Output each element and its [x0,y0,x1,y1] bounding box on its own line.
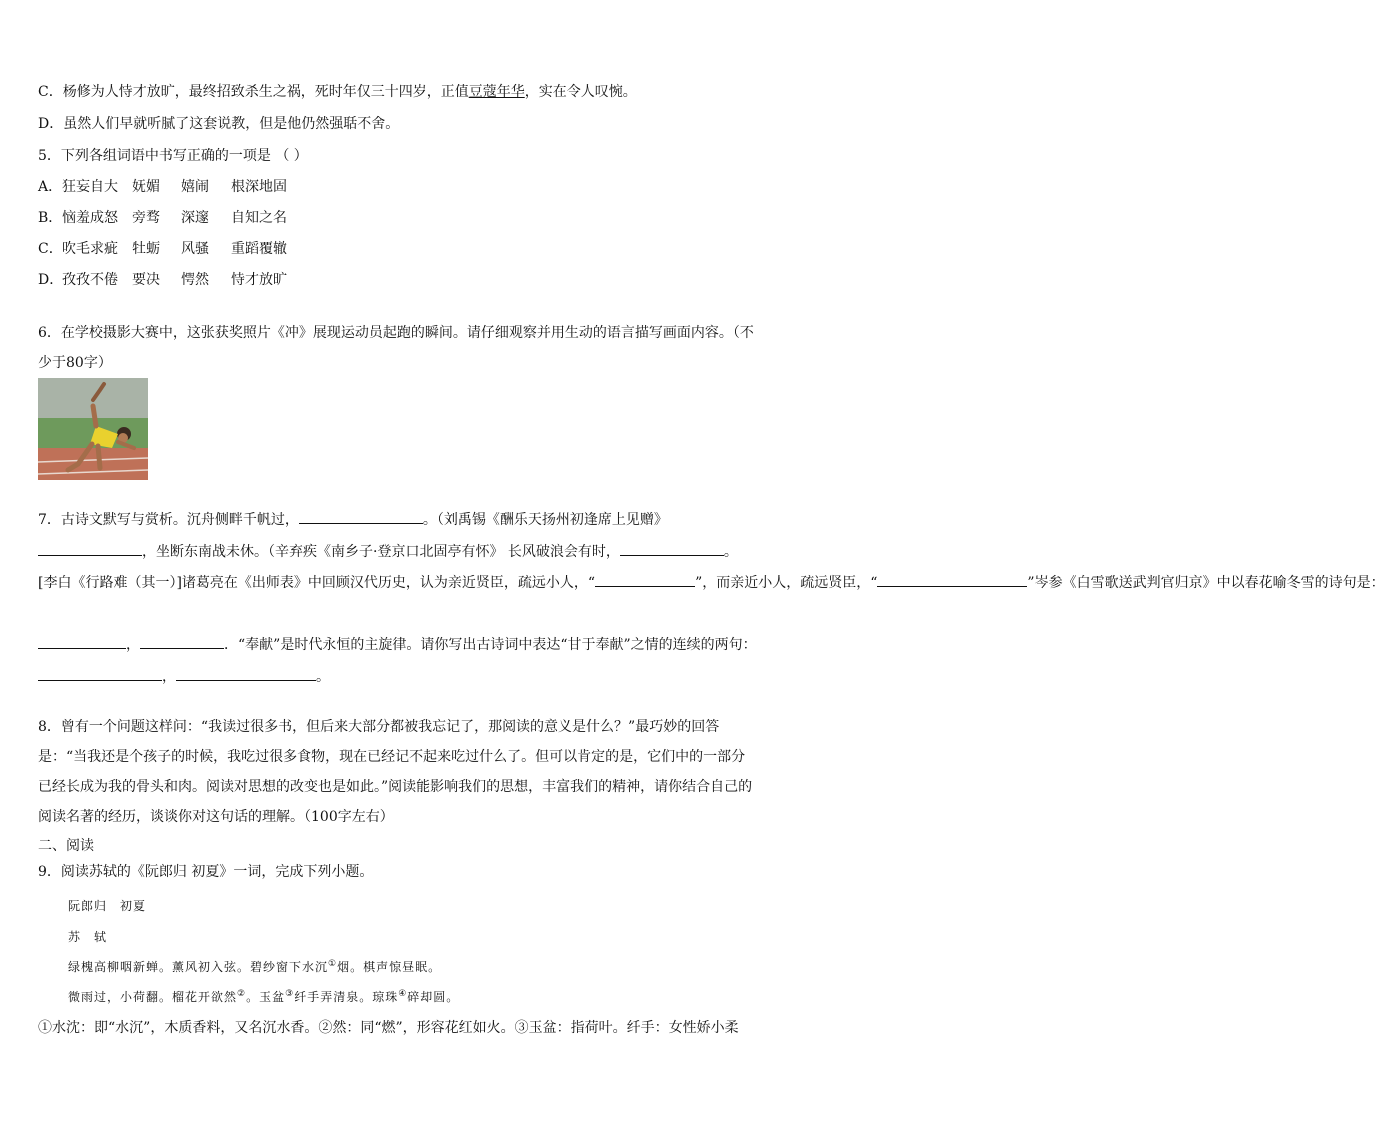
q7-text: 。 [316,669,330,685]
q5-word: 妩媚 [132,179,160,195]
q5-option-c [38,239,287,259]
q7-answer-blank[interactable] [38,541,142,556]
q7-answer-blank[interactable] [176,666,316,681]
poem-text: 微雨过，小荷翻。榴花开欲然 [68,990,238,1004]
note-marker: ② [237,989,247,999]
q4-option-c-text: C．杨修为人恃才放旷，最终招致杀生之祸，死时年仅三十四岁，正值 [38,84,469,100]
q5-word: 深邃 [181,210,209,226]
q7-text: [李白《行路难（其一）]诸葛亮在《出师表》中回顾汉代历史，认为亲近贤臣，疏远小人，“ [38,575,596,591]
q7-text: ”，而亲近小人，疏远贤臣，“ [695,575,878,591]
q5-word: 自知之名 [231,210,287,226]
q5-word: 狂妄自大 [62,179,118,195]
q6-question: 6．在学校摄影大赛中，这张获奖照片《冲》展现运动员起跑的瞬间。请仔细观察并用生动的语言描写画面内容。（不少于80字） [38,325,754,371]
q7-line-1 [38,509,668,530]
q5-word: 旁骛 [132,210,160,226]
q7-text: 。（刘禹锡《酬乐天扬州初逢席上见赠》 [422,512,668,528]
q7-text: ．“奉献”是时代永恒的主旋律。请你写出古诗词中表达“甘于奉献”之情的连续的两句： [224,637,757,653]
q7-line-2 [38,541,738,562]
q5-option-letter: C． [38,241,63,257]
q7-text: ，坐断东南战未休。（辛弃疾《南乡子·登京口北固亭有怀》 长风破浪会有时， [142,544,620,560]
poem-line-1 [68,958,441,975]
q7-text: 7．古诗文默写与赏析。沉舟侧畔千帆过， [38,512,299,528]
q4-option-c-underlined: 豆蔻年华 [468,84,525,100]
q5-option-letter: A． [38,179,63,195]
q7-answer-blank[interactable] [140,634,224,649]
q5-option-a [38,177,287,197]
poem-title: 阮郎归 初夏 [68,899,147,913]
note-marker: ① [328,959,338,969]
poem-text: 碎却圆。 [407,990,460,1004]
poem-text: 纤手弄清泉。琼珠 [294,990,399,1004]
q5-word: 要决 [132,272,160,288]
q5-word: 风骚 [181,241,209,257]
q5-option-b [38,208,287,228]
q7-text: ”岑参《白雪歌送武判官归京》中以春花喻冬雪的诗句是： [1027,575,1385,591]
q7-text: ， [126,637,140,653]
sprinter-photo [38,378,148,480]
q5-word: 牡蛎 [132,241,160,257]
q8-question: 8．曾有一个问题这样问：“我读过很多书，但后来大部分都被我忘记了，那阅读的意义是什么？”最巧妙的回答是：“当我还是个孩子的时候，我吃过很多食物，现在已经记不起来吃过什么了。但可以肯定的是，它们中的一部分已经长成为我的骨头和肉。阅读对思想的改变也是如此。”阅读能影响我们的思想，丰富我们的精神，请你结合自己的阅读名著的经历，谈谈你对这句话的理解。（100字左右） [38,719,753,825]
poem-text: 绿槐高柳咽新蝉。薰风初入弦。碧纱窗下水沉 [68,960,329,974]
q5-word: 愕然 [181,272,209,288]
note-marker: ④ [398,989,408,999]
q9-stem: 9．阅读苏轼的《阮郎归 初夏》一词，完成下列小题。 [38,864,374,880]
q5-word: 嬉闹 [181,179,209,195]
q7-answer-blank[interactable] [595,572,695,587]
q5-word: 根深地固 [231,179,287,195]
q4-option-c-tail: ，实在令人叹惋。 [524,84,637,100]
q4-option-d: D．虽然人们早就听腻了这套说教，但是他仍然强聒不舍。 [38,116,400,132]
q5-word: 恃才放旷 [231,272,287,288]
q5-word: 吹毛求疵 [62,241,118,257]
q5-option-letter: D． [38,272,64,288]
note-marker: ③ [285,989,295,999]
poem-author: 苏 轼 [68,930,108,944]
q7-line-6 [38,666,330,687]
q5-stem: 5．下列各组词语中书写正确的一项是 （ ） [38,148,308,164]
q7-answer-blank[interactable] [299,509,423,524]
q7-answer-blank[interactable] [620,541,724,556]
q7-answer-blank[interactable] [38,634,126,649]
section-heading: 二、阅读 [38,838,94,854]
q7-text: 。 [723,544,738,560]
q4-option-c [38,82,637,102]
q7-text: ， [162,669,176,685]
sprinter-figure [38,378,148,480]
poem-text: 烟。棋声惊昼眠。 [337,960,442,974]
q7-answer-blank[interactable] [877,572,1027,587]
poem-notes: ①水沈：即“水沉”，木质香料，又名沉水香。②然：同“燃”，形容花红如火。③玉盆：指荷叶。纤手：女性娇小柔 [38,1020,739,1036]
poem-line-2 [68,988,459,1005]
q5-word: 恼羞成怒 [62,210,118,226]
q7-line-5 [38,634,757,655]
q5-option-d [38,270,287,290]
poem-text: 。玉盆 [246,990,286,1004]
q7-answer-blank[interactable] [38,666,162,681]
q7-line-3 [38,572,1385,593]
q5-option-letter: B． [38,210,63,226]
q5-word: 重蹈覆辙 [231,241,287,257]
q5-word: 孜孜不倦 [62,272,118,288]
